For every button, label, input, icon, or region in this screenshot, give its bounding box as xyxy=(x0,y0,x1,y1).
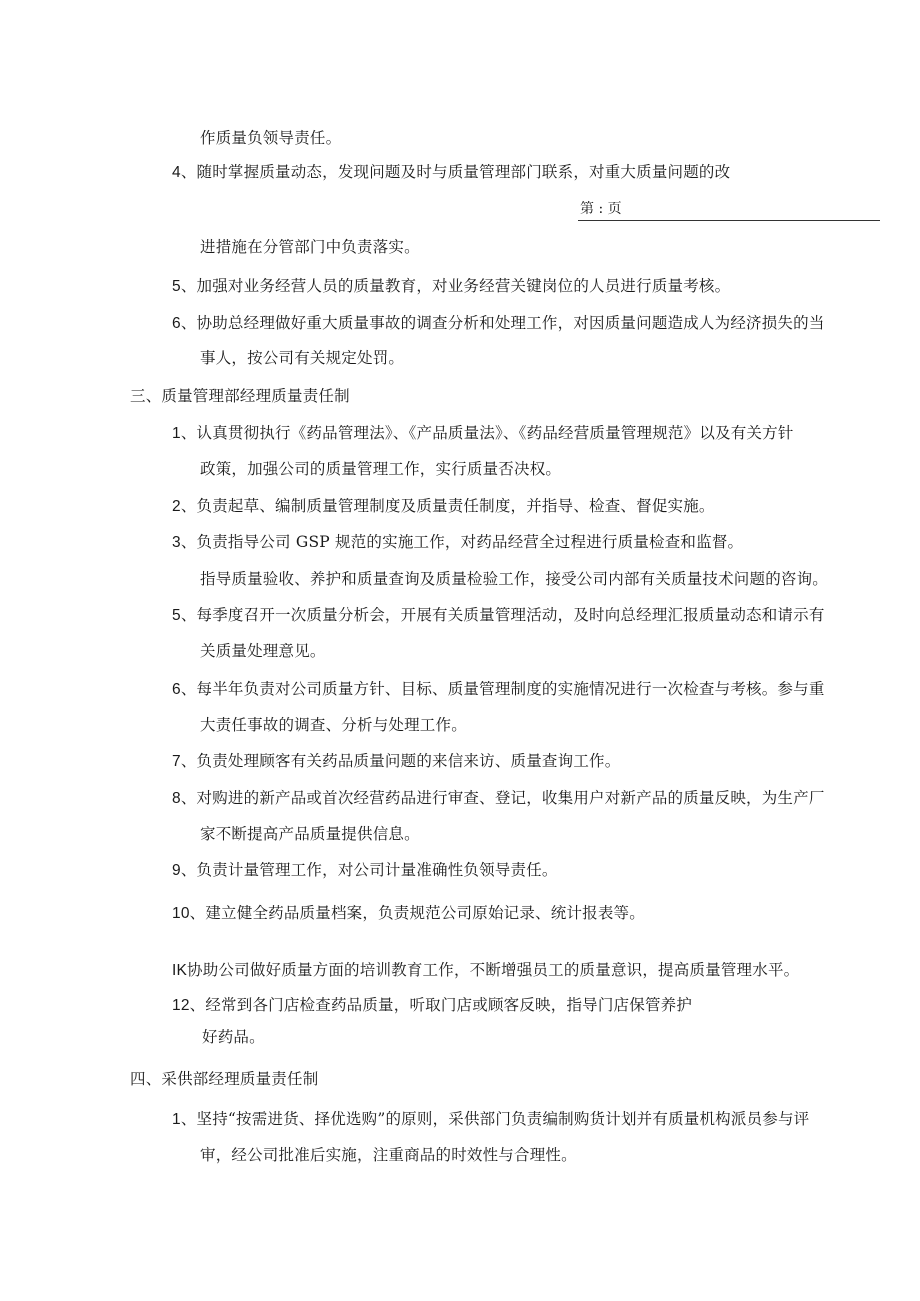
line-text: 事人，按公司有关规定处罚。 xyxy=(200,349,405,367)
list-item xyxy=(172,903,645,924)
line-text: 家不断提高产品质量提供信息。 xyxy=(200,825,420,843)
list-item xyxy=(172,788,825,809)
list-item xyxy=(172,995,692,1016)
item-number: 10、 xyxy=(172,905,206,922)
item-number: IK xyxy=(172,962,188,979)
item-text: 负责处理顾客有关药品质量问题的来信来访、质量查询工作。 xyxy=(196,752,621,770)
item-text: 坚持“按需进货、择优选购”的原则，采供部门负责编制购货计划并有质量机构派员参与评 xyxy=(196,1110,810,1128)
item-text: 每季度召开一次质量分析会，开展有关质量管理活动，及时向总经理汇报质量动态和请示有 xyxy=(196,606,825,624)
item-text: 协助总经理做好重大质量事故的调查分析和处理工作，对因质量问题造成人为经济损失的当 xyxy=(196,314,825,332)
line-text: 进措施在分管部门中负责落实。 xyxy=(200,238,420,256)
list-item xyxy=(172,496,715,517)
line-text: 审，经公司批准后实施，注重商品的时效性与合理性。 xyxy=(200,1146,577,1164)
list-item xyxy=(172,313,825,334)
line-text: 关质量处理意见。 xyxy=(200,642,326,660)
list-item xyxy=(172,276,730,297)
heading-text: 四、采供部经理质量责任制 xyxy=(130,1070,319,1088)
item-text: 负责起草、编制质量管理制度及质量责任制度，并指导、检查、督促实施。 xyxy=(196,497,715,515)
item-number: 12、 xyxy=(172,997,206,1014)
list-item xyxy=(172,1109,809,1130)
item-number: 1、 xyxy=(172,1111,197,1128)
line-text: 好药品。 xyxy=(202,1028,265,1046)
section-heading xyxy=(130,1069,318,1089)
item-number: 4、 xyxy=(172,164,197,181)
item-number: 9、 xyxy=(172,862,197,879)
text-line xyxy=(200,348,404,368)
text-line xyxy=(200,569,828,589)
item-number: 8、 xyxy=(172,790,197,807)
heading-text: 三、质量管理部经理质量责任制 xyxy=(130,387,350,405)
list-item xyxy=(172,679,825,700)
item-number: 6、 xyxy=(172,681,197,698)
item-text: 对购进的新产品或首次经营药品进行审查、登记，收集用户对新产品的质量反映，为生产厂 xyxy=(196,789,825,807)
text-line xyxy=(200,1145,577,1165)
item-text: 负责指导公司 GSP 规范的实施工作，对药品经营全过程进行质量检查和监督。 xyxy=(196,533,744,551)
text-line xyxy=(200,128,341,148)
section-heading xyxy=(130,386,350,406)
text-line xyxy=(200,459,561,479)
text-line xyxy=(200,237,420,257)
list-item xyxy=(172,162,730,183)
line-text: 作质量负领导责任。 xyxy=(200,129,342,147)
text-line xyxy=(200,715,467,735)
item-text: 随时掌握质量动态，发现问题及时与质量管理部门联系，对重大质量问题的改 xyxy=(196,163,731,181)
item-number: 3、 xyxy=(172,534,197,551)
text-line xyxy=(202,1027,265,1047)
page-footer-marker: 第 : 页 xyxy=(580,201,622,217)
item-text: 经常到各门店检查药品质量，听取门店或顾客反映，指导门店保管养护 xyxy=(205,996,693,1014)
item-number: 2、 xyxy=(172,498,197,515)
item-text: 负责计量管理工作，对公司计量准确性负领导责任。 xyxy=(196,861,558,879)
item-text: 协助公司做好质量方面的培训教育工作，不断增强员工的质量意识，提高质量管理水平。 xyxy=(187,961,800,979)
item-text: 加强对业务经营人员的质量教育，对业务经营关键岗位的人员进行质量考核。 xyxy=(196,277,731,295)
text-line xyxy=(200,641,326,661)
list-item xyxy=(172,860,558,881)
list-item xyxy=(172,423,794,444)
list-item xyxy=(172,751,620,772)
item-text: 每半年负责对公司质量方针、目标、质量管理制度的实施情况进行一次检查与考核。参与重 xyxy=(196,680,825,698)
page-footer-rule xyxy=(578,220,880,221)
text-line xyxy=(200,824,420,844)
line-text: 指导质量验收、养护和质量查询及质量检验工作，接受公司内部有关质量技术问题的咨询。 xyxy=(200,570,829,588)
item-number: 6、 xyxy=(172,315,197,332)
item-number: 7、 xyxy=(172,753,197,770)
line-text: 政策，加强公司的质量管理工作，实行质量否决权。 xyxy=(200,460,562,478)
list-item xyxy=(172,960,799,981)
item-number: 1、 xyxy=(172,425,197,442)
item-number: 5、 xyxy=(172,278,197,295)
list-item xyxy=(172,605,825,626)
line-text: 大责任事故的调查、分析与处理工作。 xyxy=(200,716,467,734)
item-text: 建立健全药品质量档案，负责规范公司原始记录、统计报表等。 xyxy=(205,904,645,922)
list-item xyxy=(172,532,743,553)
item-number: 5、 xyxy=(172,607,197,624)
item-text: 认真贯彻执行《药品管理法》、《产品质量法》、《药品经营质量管理规范》以及有关方针 xyxy=(196,424,794,442)
